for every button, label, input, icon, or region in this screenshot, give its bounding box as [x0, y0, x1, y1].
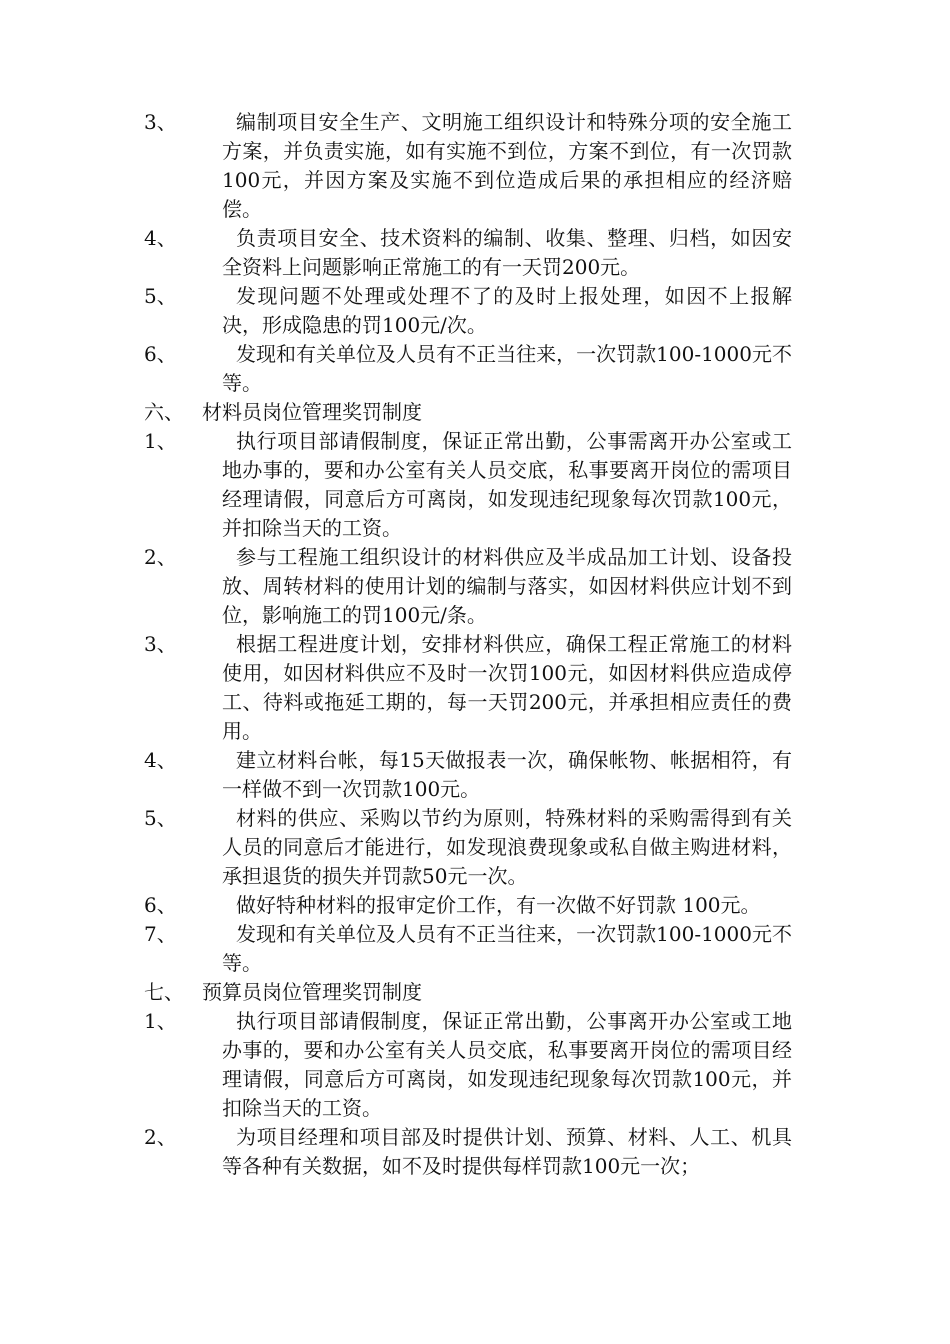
item-text: 执行项目部请假制度，保证正常出勤，公事需离开办公室或工地办事的，要和办公室有关人员交底，私事要离开岗位的需项目经理请假，同意后方可离岗，如发现违纪现象每次罚款100元，并扣除当天的工资。 — [222, 429, 792, 540]
item-number: 2、 — [144, 545, 177, 569]
section-heading — [144, 978, 950, 1007]
item-text: 材料的供应、采购以节约为原则，特殊材料的采购需得到有关人员的同意后才能进行，如发现浪费现象或私自做主购进材料，承担退货的损失并罚款50元一次。 — [222, 806, 792, 888]
item-number: 2、 — [144, 1125, 177, 1149]
list-item — [144, 1123, 794, 1181]
list-item — [144, 804, 794, 891]
item-text: 发现问题不处理或处理不了的及时上报处理，如因不上报解决，形成隐患的罚100元/次。 — [222, 284, 792, 337]
item-number: 4、 — [144, 226, 177, 250]
list-item — [144, 1007, 794, 1123]
item-number: 6、 — [144, 342, 177, 366]
list-item — [144, 920, 794, 978]
list-item — [144, 746, 794, 804]
item-number: 5、 — [144, 284, 177, 308]
item-text: 发现和有关单位及人员有不正当往来，一次罚款100-1000元不等。 — [222, 922, 792, 975]
section-number: 六、 — [144, 400, 184, 424]
item-text: 发现和有关单位及人员有不正当往来，一次罚款100-1000元不等。 — [222, 342, 792, 395]
item-text: 为项目经理和项目部及时提供计划、预算、材料、人工、机具等各种有关数据，如不及时提供每样罚款100元一次； — [222, 1125, 792, 1178]
item-text: 编制项目安全生产、文明施工组织设计和特殊分项的安全施工方案，并负责实施，如有实施不到位，方案不到位，有一次罚款100元，并因方案及实施不到位造成后果的承担相应的经济赔偿。 — [222, 110, 792, 221]
list-item — [144, 108, 794, 224]
item-text: 做好特种材料的报审定价工作，有一次做不好罚款 100元。 — [236, 893, 761, 917]
list-item — [144, 340, 794, 398]
item-number: 5、 — [144, 806, 177, 830]
item-text: 执行项目部请假制度，保证正常出勤，公事离开办公室或工地办事的，要和办公室有关人员交底，私事要离开岗位的需项目经理请假，同意后方可离岗，如发现违纪现象每次罚款100元，并扣除当天的工资。 — [222, 1009, 792, 1120]
list-item — [144, 427, 794, 543]
section-number: 七、 — [144, 980, 184, 1004]
item-text: 参与工程施工组织设计的材料供应及半成品加工计划、设备投放、周转材料的使用计划的编制与落实，如因材料供应计划不到位，影响施工的罚100元/条。 — [222, 545, 792, 627]
item-number: 6、 — [144, 893, 177, 917]
section-heading — [144, 398, 950, 427]
document-page — [0, 108, 950, 1181]
list-item — [144, 282, 794, 340]
item-text: 负责项目安全、技术资料的编制、收集、整理、归档，如因安全资料上问题影响正常施工的有一天罚200元。 — [222, 226, 792, 279]
item-text: 根据工程进度计划，安排材料供应，确保工程正常施工的材料使用，如因材料供应不及时一次罚100元，如因材料供应造成停工、待料或拖延工期的，每一天罚200元，并承担相应责任的费用。 — [222, 632, 792, 743]
item-number: 7、 — [144, 922, 177, 946]
item-number: 1、 — [144, 1009, 177, 1033]
list-item — [144, 891, 794, 920]
list-item — [144, 224, 794, 282]
item-text: 建立材料台帐，每15天做报表一次，确保帐物、帐据相符，有一样做不到一次罚款100元。 — [222, 748, 792, 801]
item-number: 4、 — [144, 748, 177, 772]
item-number: 3、 — [144, 632, 177, 656]
section-title: 材料员岗位管理奖罚制度 — [202, 400, 422, 424]
item-number: 3、 — [144, 110, 177, 134]
list-item — [144, 630, 794, 746]
list-item — [144, 543, 794, 630]
item-number: 1、 — [144, 429, 177, 453]
section-title: 预算员岗位管理奖罚制度 — [202, 980, 422, 1004]
